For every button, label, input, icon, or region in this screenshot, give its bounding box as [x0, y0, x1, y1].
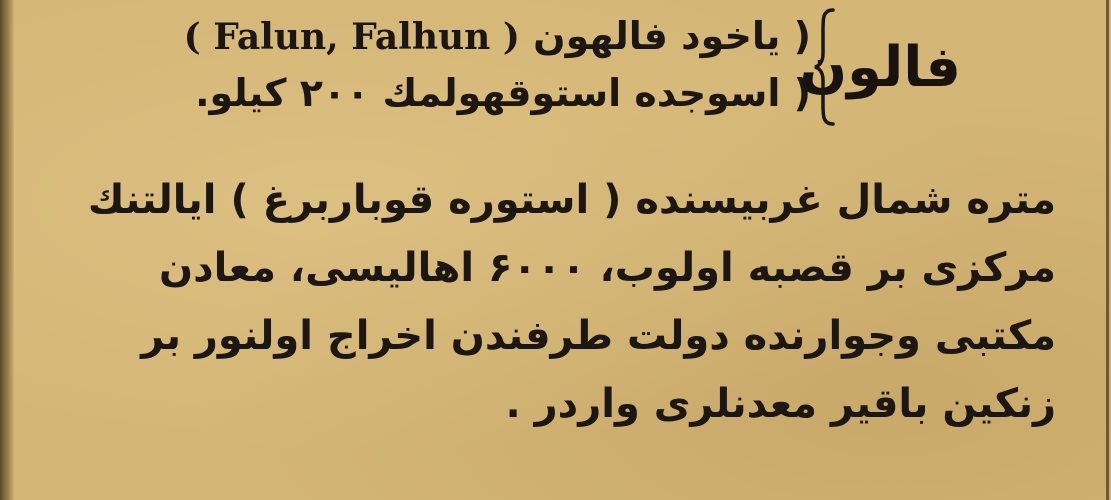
- body-line: زنکین باقیر معدنلری واردر .: [505, 381, 1056, 427]
- entry-line-2: ( اسوجده استوقهولمك ۲۰۰ کیلو.: [195, 71, 811, 115]
- body-line: مکتبی وجوارنده دولت طرفندن اخراج اولنور بر: [141, 313, 1056, 359]
- entry-headword: فالون: [799, 35, 961, 100]
- body-line: مرکزی بر قصبه اولوب، ۶۰۰۰ اهالیسی، معادن: [158, 245, 1056, 291]
- curly-brace-icon: [813, 8, 841, 126]
- entry-variant-lines: [91, 8, 811, 121]
- page-edge-line: [1106, 0, 1109, 500]
- body-line: متره شمال غربیسنده ( استوره قوباربرغ ) ایالتنك: [87, 177, 1056, 223]
- entry-line-1: [91, 8, 811, 65]
- entry-line-1-arabic: ( یاخود فالهون: [533, 14, 811, 58]
- page-gutter-shadow: [0, 0, 14, 500]
- entry-line-1-latin: ( Falun, Falhun ): [183, 16, 520, 58]
